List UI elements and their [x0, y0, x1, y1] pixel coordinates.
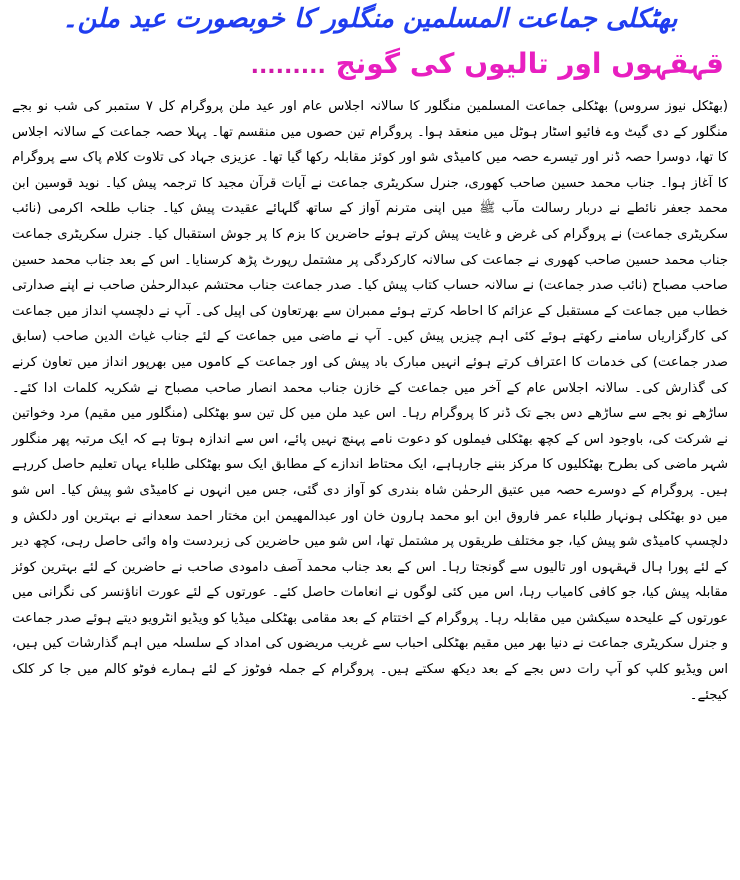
article-body: (بھٹکل نیوز سروس) بھٹکلی جماعت المسلمین منگلور کا سالانہ اجلاس عام اور عید ملن پروگرام کل ۷ ستمبر کی شب نو بجے منگلور کے دی گیٹ وے فائیو اسٹار ہوٹل میں منعقد ہوا۔ پروگرام تین حصوں میں منقسم تھا۔ پہلا حصہ جماعت کے سالانہ اجلاس کا تھا، دوسرا حصہ ڈنر اور تیسرے حصہ میں کامیڈی شو اور کوئز مقابلہ رکھا گیا تھا۔ عزیزی جہاد کی تلاوت کلام پاک سے پروگرام کا آغاز ہوا۔ جناب محمد حسین صاحب کھوری، جنرل سکریٹری جماعت نے آیات قرآن مجید کا ترجمہ پیش کیا۔ نوید قوسین ابن محمد جعفر نائطے نے دربار رسالت مآب ﷺ میں اپنی مترنم آواز کے ساتھ گلہائے عقیدت پیش کیا۔ جناب طلحہ اکرمی (نائب سکریٹری جماعت) نے پروگرام کی غرض و غایت پیش کرتے ہوئے حاضرین کا بزم کا پر جوش استقبال کیا۔ جنرل سکریٹری جماعت جناب محمد حسین صاحب کھوری نے جماعت کی سالانہ کارکردگی پر مشتمل رپورٹ پڑھ کرسنایا۔ اس کے بعد جناب محمد حسین صاحب مصباح (نائب صدر جماعت) نے سالانہ حساب کتاب پیش کیا۔ صدر جماعت جناب محتشم عبدالرحمٰن صاحب نے اپنے صدارتی خطاب میں جماعت کے مستقبل کے عزائم کا احاطہ کرتے ہوئے ممبران سے بھرتعاون کی اپیل کی۔ آپ نے دلچسپ انداز میں جماعت کی کارگزاریاں سامنے رکھتے ہوئے کئی اہم چیزیں پیش کیں۔ آپ نے ماضی میں جماعت کے لئے جناب غیاث الدین صاحب (سابق صدر جماعت) کی خدمات کا اعتراف کرتے ہوئے انہیں مبارک باد پیش کی اور جماعت کے کاموں میں بھرپور انداز میں تعاون کرنے کی گذارش کی۔ سالانہ اجلاس عام کے آخر میں جماعت کے خازن جناب محمد انصار صاحب مصباح نے شکریہ کلمات ادا کئے۔ ساڑھے نو بجے سے ساڑھے دس بجے تک ڈنر کا پروگرام رہا۔ اس عید ملن میں کل تین سو بھٹکلی (منگلور میں مقیم) مرد وخواتین نے شرکت کی، باوجود اس کے کچھ بھٹکلی فیملوں کو دعوت نامے پہنچ نہیں پائے، اس سے اندازہ ہوتا ہے کہ ایک مرتبہ پھر منگلور شہر ماضی کی بطرح بھٹکلیوں کا مرکز بننے جارہاہے، ایک محتاط اندازے کے مطابق ایک سو بھٹکلی طلباء یہاں تعلیم حاصل کررہے ہیں۔ پروگرام کے دوسرے حصہ میں عتیق الرحمٰن شاہ بندری کو آواز دی گئی، جس میں انہوں نے کامیڈی شو پیش کیا۔ اس شو میں دو بھٹکلی ہونہار طلباء عمر فاروق ابن ابو محمد ہارون خان اور عبدالمھیمن ابن مختار احمد سعدانے نے بہترین اور دلکش و دلچسپ کامیڈی شو پیش کیا، جو مختلف طریقوں پر مشتمل تھا، اس شو میں حاضرین کی زبردست واہ وائی حاصل رہی، کچھ دیر کے لئے پورا ہال قہقہوں اور تالیوں سے گونجتا رہا۔ اس کے بعد جناب محمد آصف دامودی صاحب نے حاضرین کے لئے بہترین کوئز مقابلہ پیش کیا، جو کافی کامیاب رہا، اس میں کئی لوگوں نے انعامات حاصل کئے۔ عورتوں کے لئے عورت اناؤنسر کی نگرانی میں عورتوں کے علیحدہ سیکشن میں مقابلہ رہا۔ پروگرام کے اختتام کے بعد مقامی بھٹکلی میڈیا کو ویڈیو انٹرویو دیتے ہوئے صدر جماعت و جنرل سکریٹری جماعت نے دنیا بھر میں مقیم بھٹکلی احباب سے غریب مریضوں کی امداد کے سلسلہ میں اہم گذارشات کیں ہیں، اس ویڈیو کلپ کو آپ رات دس بجے کے بعد دیکھ سکتے ہیں۔ پروگرام کے جملہ فوٹوز کے لئے ہمارے فوٹو کالم میں جا کر کلک کیجئے۔	[12, 99, 729, 703]
subheadline	[8, 42, 732, 90]
subheadline-text: قہقہوں اور تالیوں کی گونج	[335, 47, 724, 80]
subheadline-dots: .........	[250, 54, 326, 79]
headline: بھٹکلی جماعت المسلمین منگلور کا خوبصورت عید ملن۔	[62, 4, 678, 34]
